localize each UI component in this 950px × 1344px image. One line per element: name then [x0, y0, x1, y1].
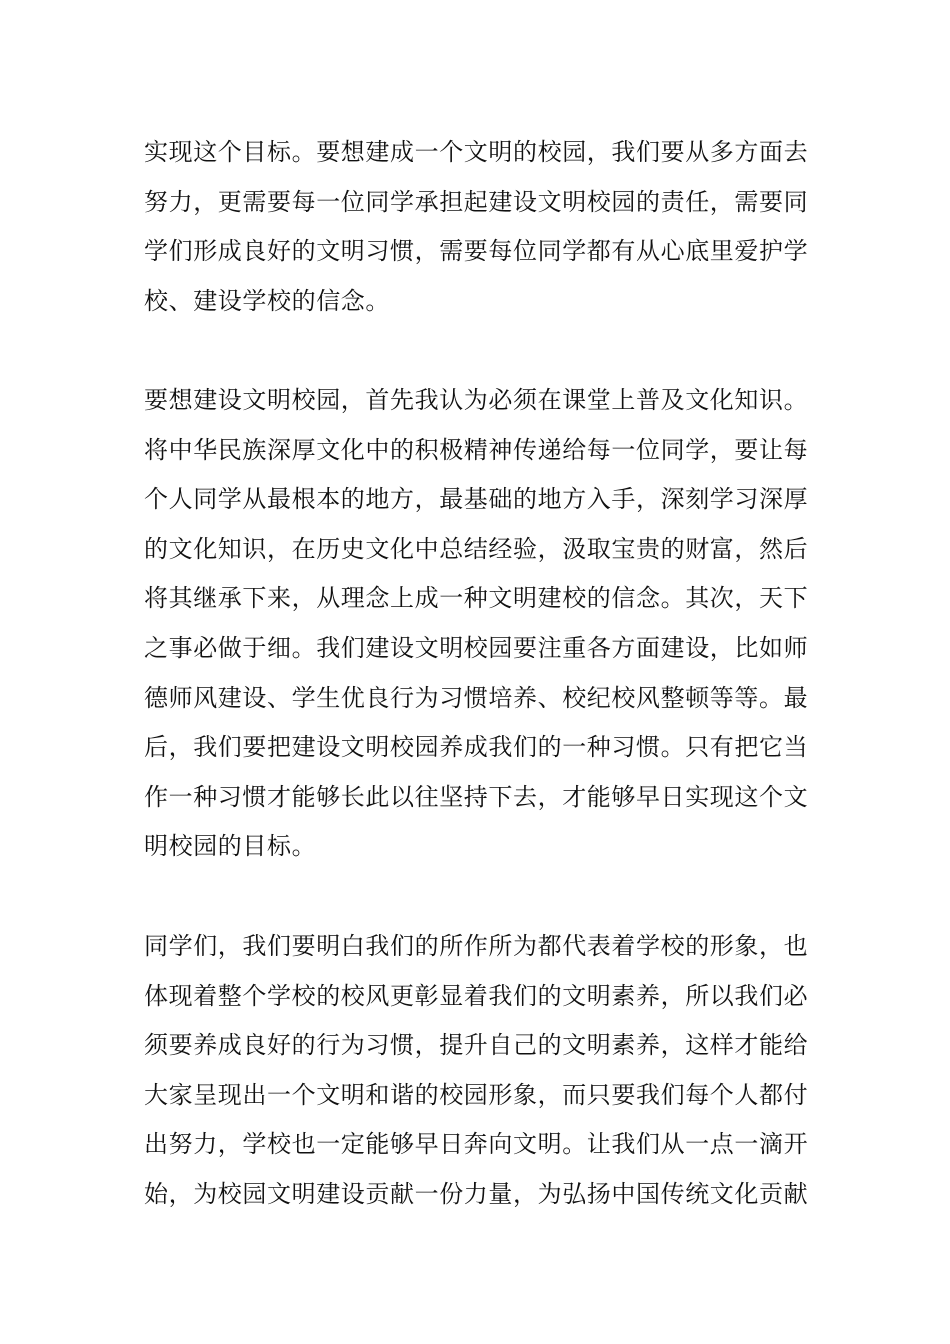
- text-line: 同学们，我们要明白我们的所作所为都代表着学校的形象，也: [144, 932, 809, 960]
- text-line: 始，为校园文明建设贡献一份力量，为弘扬中国传统文化贡献: [144, 1179, 809, 1208]
- text-line: 学们形成良好的文明习惯，需要每位同学都有从心底里爱护学: [144, 237, 809, 266]
- text-line: 作一种习惯才能够长此以往坚持下去，才能够早日实现这个文: [144, 782, 809, 811]
- text-line: 明校园的目标。: [144, 832, 317, 861]
- text-line: 努力，更需要每一位同学承担起建设文明校园的责任，需要同: [144, 187, 809, 216]
- text-line: 大家呈现出一个文明和谐的校园形象，而只要我们每个人都付: [144, 1080, 809, 1109]
- text-line: 将中华民族深厚文化中的积极精神传递给每一位同学，要让每: [144, 435, 809, 464]
- text-line: 将其继承下来，从理念上成一种文明建校的信念。其次，天下: [144, 584, 809, 613]
- text-line: 体现着整个学校的校风更彰显着我们的文明素养，所以我们必: [144, 981, 809, 1010]
- paragraph-2: [144, 376, 809, 872]
- text-line: 实现这个目标。要想建成一个文明的校园，我们要从多方面去: [144, 138, 809, 166]
- text-line: 之事必做于细。我们建设文明校园要注重各方面建设，比如师: [144, 633, 809, 662]
- paragraph-1: [144, 128, 809, 326]
- text-line: 须要养成良好的行为习惯，提升自己的文明素养，这样才能给: [144, 1031, 809, 1060]
- text-line: 的文化知识，在历史文化中总结经验，汲取宝贵的财富，然后: [144, 534, 809, 563]
- text-line: 个人同学从最根本的地方，最基础的地方入手，深刻学习深厚: [144, 485, 809, 514]
- text-line: 校、建设学校的信念。: [144, 286, 390, 315]
- text-line: 要想建设文明校园，首先我认为必须在课堂上普及文化知识。: [144, 386, 809, 414]
- text-line: 出努力，学校也一定能够早日奔向文明。让我们从一点一滴开: [144, 1130, 809, 1159]
- text-line: 后，我们要把建设文明校园养成我们的一种习惯。只有把它当: [144, 733, 809, 762]
- paragraph-3: [144, 922, 809, 1220]
- text-line: 德师风建设、学生优良行为习惯培养、校纪校风整顿等等。最: [144, 683, 809, 712]
